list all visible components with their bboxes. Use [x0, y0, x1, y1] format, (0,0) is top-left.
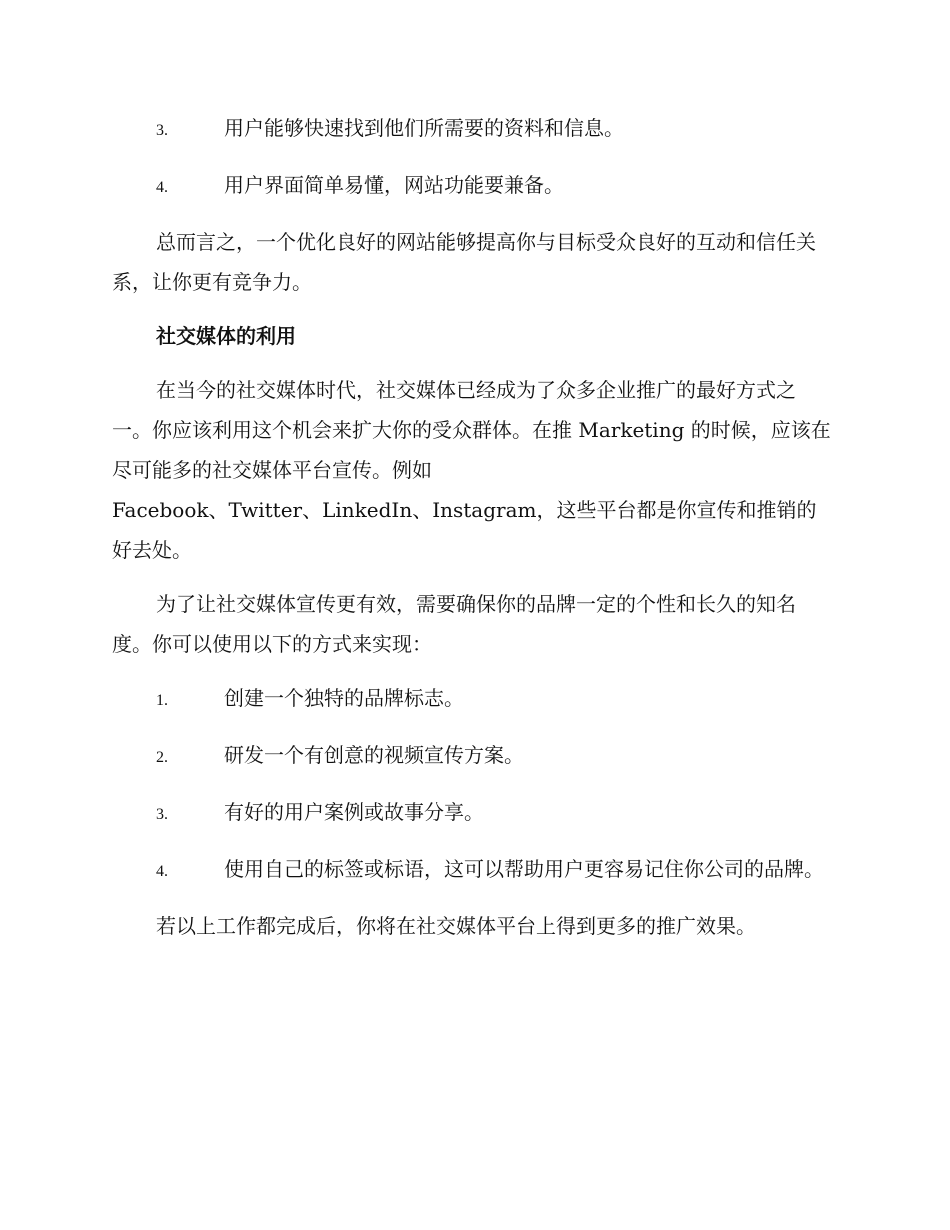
list-item: [112, 849, 834, 892]
social-paragraph-1: [112, 370, 834, 570]
list-text: 有好的用户案例或故事分享。: [224, 800, 484, 824]
list-number: 3.: [156, 122, 168, 139]
list-text: 创建一个独特的品牌标志。: [224, 686, 464, 710]
social-paragraph-2: 为了让社交媒体宣传更有效，需要确保你的品牌一定的个性和长久的知名度。你可以使用以下的方式来实现：: [112, 592, 796, 656]
list-number: 3.: [156, 806, 168, 823]
section-heading: 社交媒体的利用: [156, 324, 296, 348]
list-item: [112, 792, 834, 835]
list-item: [112, 735, 834, 778]
list-number: 4.: [156, 179, 168, 196]
social-paragraph-1-platforms: Facebook、Twitter、LinkedIn、Instagram，这些平台都是你宣传和推销的好去处。: [112, 498, 817, 562]
summary-paragraph: 总而言之，一个优化良好的网站能够提高你与目标受众良好的互动和信任关系，让你更有竞争力。: [112, 230, 816, 294]
list-item: [112, 108, 834, 151]
document-page: [112, 108, 834, 960]
conclusion-paragraph: 若以上工作都完成后，你将在社交媒体平台上得到更多的推广效果。: [156, 914, 756, 938]
list-text: 用户界面简单易懂，网站功能要兼备。: [224, 173, 564, 197]
list-number: 1.: [156, 692, 168, 709]
list-item: [112, 678, 834, 721]
social-paragraph-1-main: 在当今的社交媒体时代，社交媒体已经成为了众多企业推广的最好方式之一。你应该利用这个机会来扩大你的受众群体。在推 Marketing 的时候，应该在尽可能多的社交媒体平台宣传。例如: [112, 378, 831, 482]
list-item: [112, 165, 834, 208]
list-text: 用户能够快速找到他们所需要的资料和信息。: [224, 116, 624, 140]
list-text: 使用自己的标签或标语，这可以帮助用户更容易记住你公司的品牌。: [224, 857, 824, 881]
list-number: 2.: [156, 749, 168, 766]
list-number: 4.: [156, 863, 168, 880]
list-text: 研发一个有创意的视频宣传方案。: [224, 743, 524, 767]
